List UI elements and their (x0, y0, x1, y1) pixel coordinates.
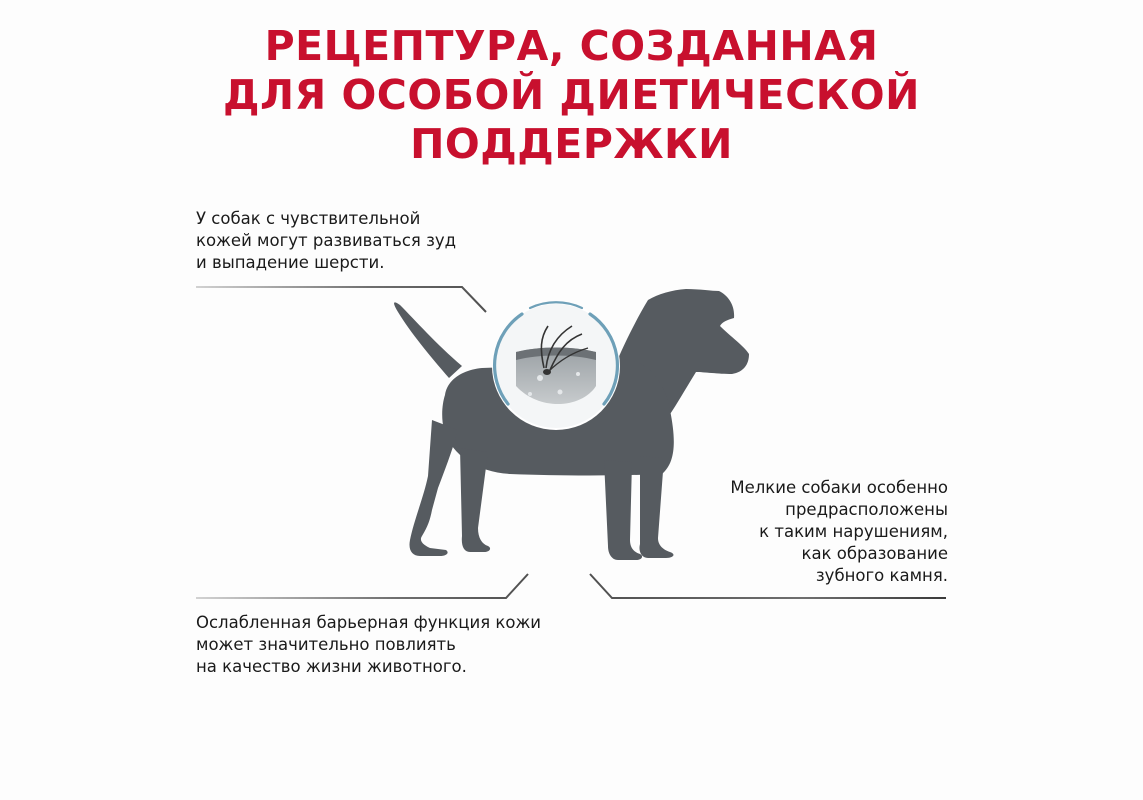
note-barrier-line-1: Ослабленная барьерная функция кожи (196, 613, 542, 632)
note-barrier-line-2: может значительно повлиять (196, 635, 456, 654)
note-skin-line-1: У собак с чувствительной (196, 209, 421, 228)
note-dental-line-1: Мелкие собаки особенно (730, 478, 948, 497)
callout-line-skin (196, 287, 486, 312)
note-dental-line-4: как образование (801, 544, 948, 563)
title-line-3: ПОДДЕРЖКИ (410, 120, 733, 168)
callout-line-barrier (196, 574, 528, 598)
note-dental-line-3: к таким нарушениям, (759, 522, 948, 541)
dog-leg-back-left (460, 448, 490, 552)
dog-leg-back-right (409, 420, 458, 556)
title-line-1: РЕЦЕПТУРА, СОЗДАННАЯ (264, 22, 879, 70)
note-dental-line-2: предрасположены (785, 500, 948, 519)
dog-tail (394, 302, 462, 378)
note-dental-line-5: зубного камня. (815, 566, 948, 585)
dog-leg-front-left (604, 460, 642, 560)
note-skin-line-3: и выпадение шерсти. (196, 253, 385, 272)
note-barrier-function (196, 612, 541, 678)
title-line-2: ДЛЯ ОСОБОЙ ДИЕТИЧЕСКОЙ (223, 71, 920, 119)
note-dental-tartar (730, 477, 948, 587)
note-skin-sensitivity (196, 208, 456, 274)
dog-leg-front-right (639, 456, 673, 558)
note-barrier-line-3: на качество жизни животного. (196, 657, 467, 676)
note-skin-line-2: кожей могут развиваться зуд (196, 231, 457, 250)
